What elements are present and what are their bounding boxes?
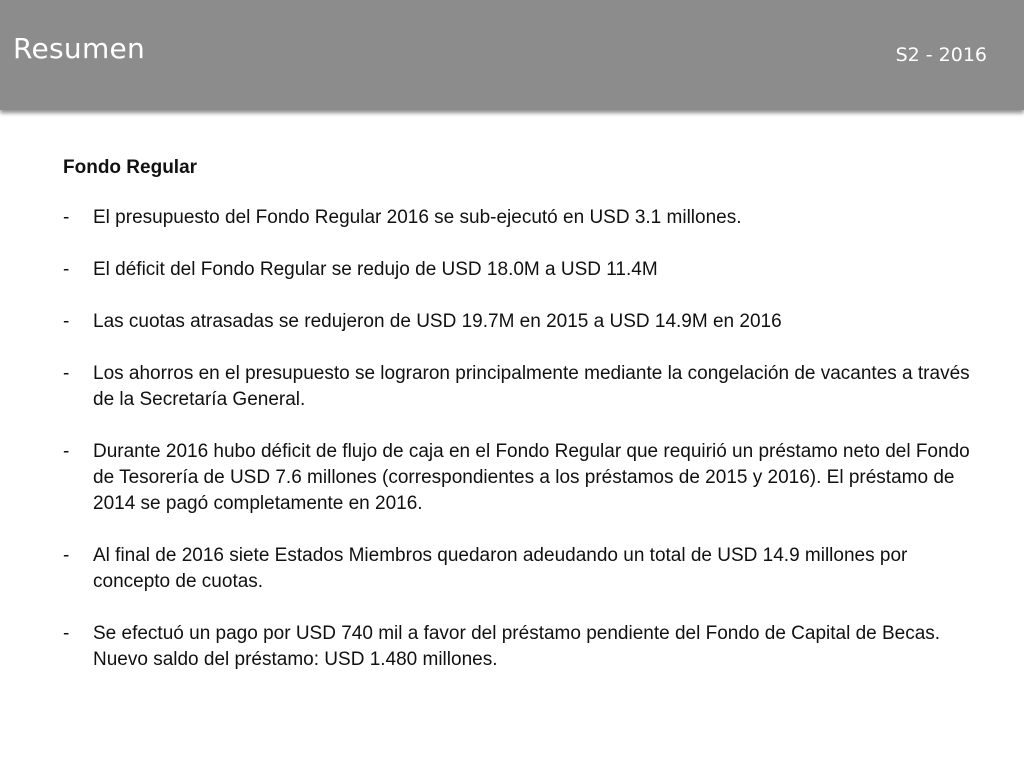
bullet-item xyxy=(63,543,983,595)
slide-header xyxy=(0,0,1024,110)
bullet-dash: - xyxy=(63,545,70,566)
bullet-item xyxy=(63,361,983,413)
bullet-item xyxy=(63,257,983,283)
bullet-dash: - xyxy=(63,259,70,280)
bullet-item xyxy=(63,439,983,517)
bullet-dash: - xyxy=(63,207,70,228)
bullet-item xyxy=(63,309,983,335)
bullet-list xyxy=(63,205,983,673)
bullet-text: Los ahorros en el presupuesto se lograron principalmente mediante la congelación de vacantes a través de la Secretaría General. xyxy=(93,363,970,410)
bullet-dash: - xyxy=(63,623,70,644)
slide-title: Resumen xyxy=(13,32,146,65)
bullet-dash: - xyxy=(63,311,70,332)
section-title: Fondo Regular xyxy=(63,157,198,178)
slide-period-label: S2 - 2016 xyxy=(895,44,987,66)
bullet-text: El presupuesto del Fondo Regular 2016 se sub-ejecutó en USD 3.1 millones. xyxy=(93,207,742,228)
bullet-item xyxy=(63,205,983,231)
bullet-text: Durante 2016 hubo déficit de flujo de caja en el Fondo Regular que requirió un préstamo neto del Fondo de Tesorería de USD 7.6 millones (correspondientes a los préstamos de 2015 y 2016). El préstamo de 2014 se pagó completamente en 2016. xyxy=(93,441,970,514)
slide-body xyxy=(63,155,983,699)
bullet-dash: - xyxy=(63,363,70,384)
bullet-text: Las cuotas atrasadas se redujeron de USD 19.7M en 2015 a USD 14.9M en 2016 xyxy=(93,311,782,332)
bullet-text: Al final de 2016 siete Estados Miembros quedaron adeudando un total de USD 14.9 millones por concepto de cuotas. xyxy=(93,545,908,592)
bullet-dash: - xyxy=(63,441,70,462)
bullet-text: Se efectuó un pago por USD 740 mil a favor del préstamo pendiente del Fondo de Capital de Becas. Nuevo saldo del préstamo: USD 1.480 millones. xyxy=(93,623,941,670)
bullet-item xyxy=(63,621,983,673)
bullet-text: El déficit del Fondo Regular se redujo de USD 18.0M a USD 11.4M xyxy=(93,259,658,280)
